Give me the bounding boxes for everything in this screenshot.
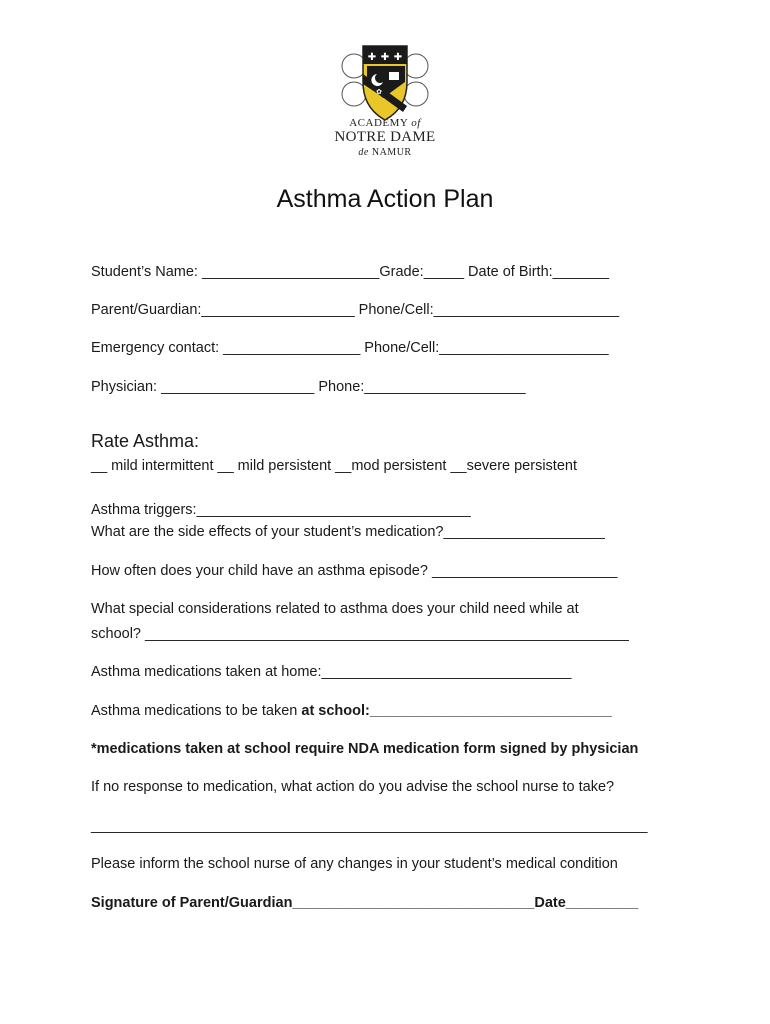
svg-text:✿: ✿ <box>376 88 382 96</box>
date-label: Date <box>534 895 566 911</box>
school-name-line-3: de NAMUR <box>358 147 412 158</box>
svg-text:✚: ✚ <box>367 52 377 63</box>
school-medications-label: Asthma medications to be taken <box>91 703 302 719</box>
side-effects-row[interactable]: What are the side effects of your student’s medication?____________________ <box>91 524 605 540</box>
signature-line[interactable]: ______________________________ <box>292 895 535 911</box>
emergency-contact-row[interactable]: Emergency contact: _________________ Phone/Cell:_____________________ <box>91 340 609 356</box>
signature-label: Signature of Parent/Guardian <box>91 895 293 911</box>
svg-text:✚: ✚ <box>380 52 390 63</box>
episode-frequency-row[interactable]: How often does your child have an asthma episode? _______________________ <box>91 563 618 579</box>
no-response-answer-line[interactable]: _____________________________________________________________________ <box>91 818 648 834</box>
school-medications-row[interactable] <box>91 701 612 721</box>
rate-asthma-options[interactable]: __ mild intermittent __ mild persistent __mod persistent __severe persistent <box>91 458 577 474</box>
rate-asthma-heading: Rate Asthma: <box>91 431 200 451</box>
signature-row[interactable] <box>91 893 638 913</box>
date-line[interactable]: _________ <box>565 895 639 911</box>
student-name-row[interactable]: Student’s Name: ______________________Grade:_____ Date of Birth:_______ <box>91 264 610 280</box>
special-considerations-row: What special considerations related to asthma does your child need while at <box>91 601 579 617</box>
school-name-line-2: NOTRE DAME <box>334 129 436 145</box>
home-medications-row[interactable]: Asthma medications taken at home:_______________________________ <box>91 664 572 680</box>
special-considerations-answer-row[interactable]: school? ____________________________________________________________ <box>91 626 629 642</box>
academy-crest-logo <box>339 38 431 122</box>
nda-medication-note: *medications taken at school require NDA medication form signed by physician <box>91 741 639 757</box>
school-medications-bold-label: at school: <box>301 703 370 719</box>
asthma-triggers-row[interactable]: Asthma triggers:__________________________________ <box>91 502 471 518</box>
svg-text:✚: ✚ <box>393 52 403 63</box>
school-name-line-1: ACADEMY of <box>349 117 421 129</box>
parent-guardian-row[interactable]: Parent/Guardian:___________________ Phone/Cell:_______________________ <box>91 302 620 318</box>
school-medications-line[interactable]: ______________________________ <box>369 703 612 719</box>
form-title: Asthma Action Plan <box>276 185 494 213</box>
inform-nurse-note: Please inform the school nurse of any changes in your student’s medical condition <box>91 856 618 872</box>
no-response-question: If no response to medication, what action do you advise the school nurse to take? <box>91 779 615 795</box>
physician-row[interactable]: Physician: ___________________ Phone:____________________ <box>91 379 526 395</box>
